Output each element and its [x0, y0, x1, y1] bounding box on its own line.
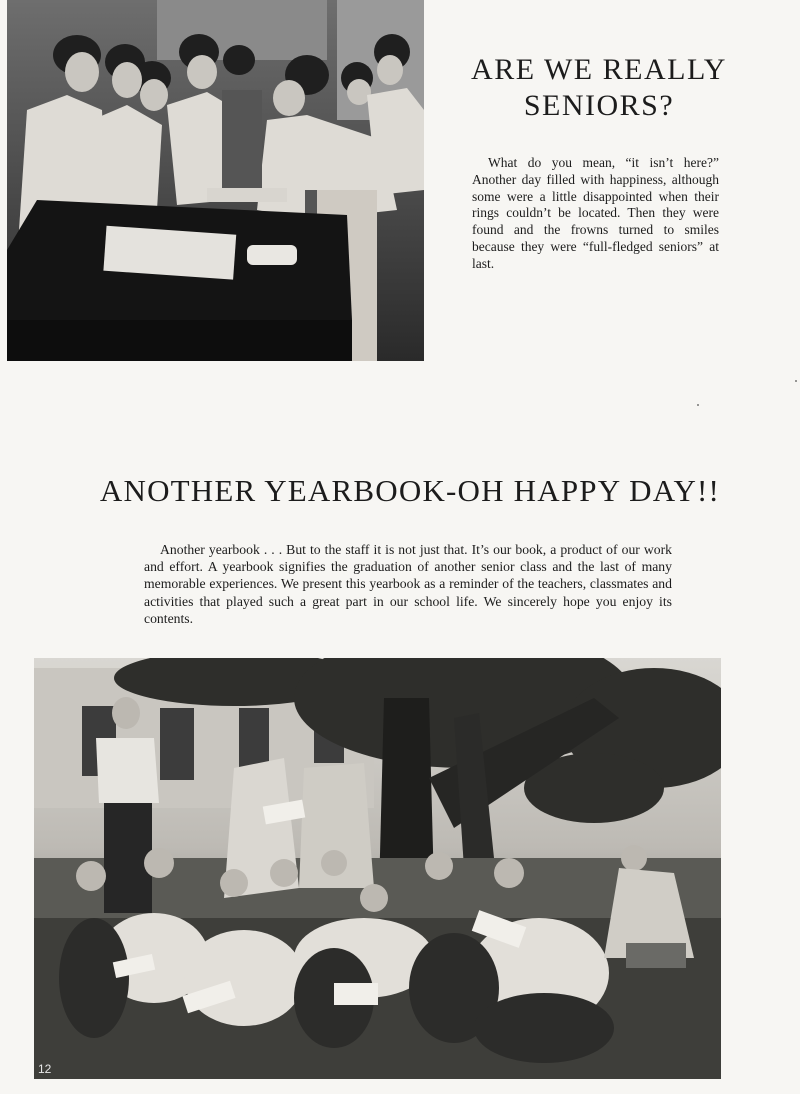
- print-speck: [697, 404, 699, 406]
- print-speck: [795, 380, 797, 382]
- rings-section-body: What do you mean, “it isn’t here?” Another day filled with happiness, although some were a little disappointed when their rings couldn’t be located. Then they were found and the frowns turned to smiles because they were “full-fledged seniors” at last.: [472, 155, 719, 271]
- rings-section-title: [446, 52, 752, 124]
- class-ring-photo: [7, 0, 424, 361]
- yearbook-lawn-photo: [34, 658, 721, 1079]
- class-ring-photo-image: [7, 0, 424, 361]
- rings-title-line-2: SENIORS?: [523, 89, 675, 122]
- yearbook-lawn-photo-image: [34, 658, 721, 1079]
- yearbook-section-body: Another yearbook . . . But to the staff it is not just that. It’s our book, a product of our work and effort. A yearbook signifies the graduation of another senior class and the last of many memorable experiences. We present this yearbook as a reminder of the teachers, classmates and activities that played such a great part in our school life. We sincerely hope you enjoy its contents.: [144, 542, 672, 626]
- yearbook-section-title: ANOTHER YEARBOOK-OH HAPPY DAY!!: [99, 473, 721, 508]
- page-number: 12: [38, 1062, 52, 1076]
- rings-title-line-1: ARE WE REALLY: [471, 53, 727, 86]
